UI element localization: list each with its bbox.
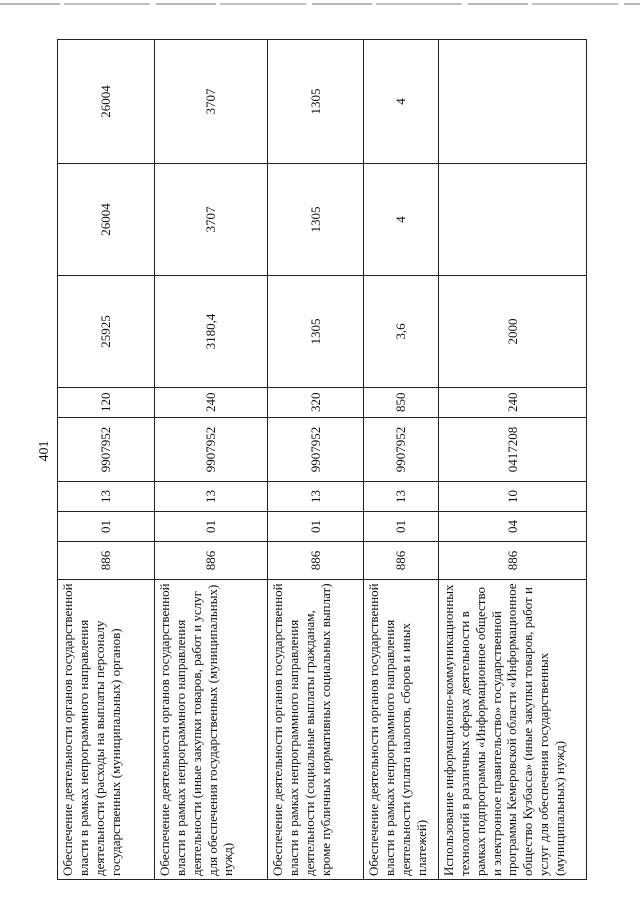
table-row [364, 40, 439, 880]
subsection-code: 13 [58, 482, 155, 512]
table-row [58, 40, 155, 880]
row-description: Обеспечение деятельности органов государственной власти в рамках непрограммного направления деятельности (иные закупки товаров, работ и услуг для обеспечения государственных (муниципальных) нужд) [155, 580, 268, 880]
program-code: 9907952 [58, 418, 155, 482]
scan-artifact [0, 3, 640, 5]
amount-2: 26004 [58, 164, 155, 276]
row-description: Обеспечение деятельности органов государственной власти в рамках непрограммного направления деятельности (уплата налогов, сборов и иных платежей) [364, 580, 439, 880]
subsection-code: 10 [439, 482, 587, 512]
section-code: 01 [58, 512, 155, 542]
table-row [155, 40, 268, 880]
amount-2: 4 [364, 164, 439, 276]
section-code: 01 [155, 512, 268, 542]
subsection-code: 13 [364, 482, 439, 512]
ministry-code: 886 [268, 542, 364, 580]
amount-1: 3,6 [364, 276, 439, 388]
amount-1: 3180,4 [155, 276, 268, 388]
amount-1: 2000 [439, 276, 587, 388]
expense-type-code: 850 [364, 388, 439, 418]
program-code: 9907952 [155, 418, 268, 482]
subsection-code: 13 [268, 482, 364, 512]
section-code: 01 [364, 512, 439, 542]
expense-type-code: 240 [439, 388, 587, 418]
expense-type-code: 240 [155, 388, 268, 418]
table-row [439, 40, 587, 880]
row-description: Использование информационно-коммуникационных технологий в различных сферах деятельности в рамках подпрограммы «Информационное общество и электронное правительство» государственной программы Кемеровской области «Информационное общество Кузбасса» (иные закупки товаров, работ и услуг для обеспечения государственных (муниципальных) нужд) [439, 580, 587, 880]
amount-3: 4 [364, 40, 439, 164]
subsection-code: 13 [155, 482, 268, 512]
program-code: 0417208 [439, 418, 587, 482]
amount-3: 26004 [58, 40, 155, 164]
ministry-code: 886 [155, 542, 268, 580]
program-code: 9907952 [268, 418, 364, 482]
amount-2: 1305 [268, 164, 364, 276]
page-number: 401 [37, 440, 52, 462]
amount-1: 1305 [268, 276, 364, 388]
amount-3: 1305 [268, 40, 364, 164]
amount-1: 25925 [58, 276, 155, 388]
amount-2: 3707 [155, 164, 268, 276]
table-container [57, 40, 568, 880]
section-code: 04 [439, 512, 587, 542]
row-description: Обеспечение деятельности органов государственной власти в рамках непрограммного направления деятельности (социальные выплаты гражданам, кроме публичных нормативных социальных выплат) [268, 580, 364, 880]
program-code: 9907952 [364, 418, 439, 482]
amount-2 [439, 164, 587, 276]
ministry-code: 886 [439, 542, 587, 580]
expense-type-code: 120 [58, 388, 155, 418]
expense-type-code: 320 [268, 388, 364, 418]
ministry-code: 886 [364, 542, 439, 580]
table-row [268, 40, 364, 880]
section-code: 01 [268, 512, 364, 542]
budget-table [57, 39, 587, 880]
amount-3 [439, 40, 587, 164]
ministry-code: 886 [58, 542, 155, 580]
amount-3: 3707 [155, 40, 268, 164]
row-description: Обеспечение деятельности органов государственной власти в рамках непрограммного направления деятельности (расходы на выплаты персоналу государственных (муниципальных) органов) [58, 580, 155, 880]
